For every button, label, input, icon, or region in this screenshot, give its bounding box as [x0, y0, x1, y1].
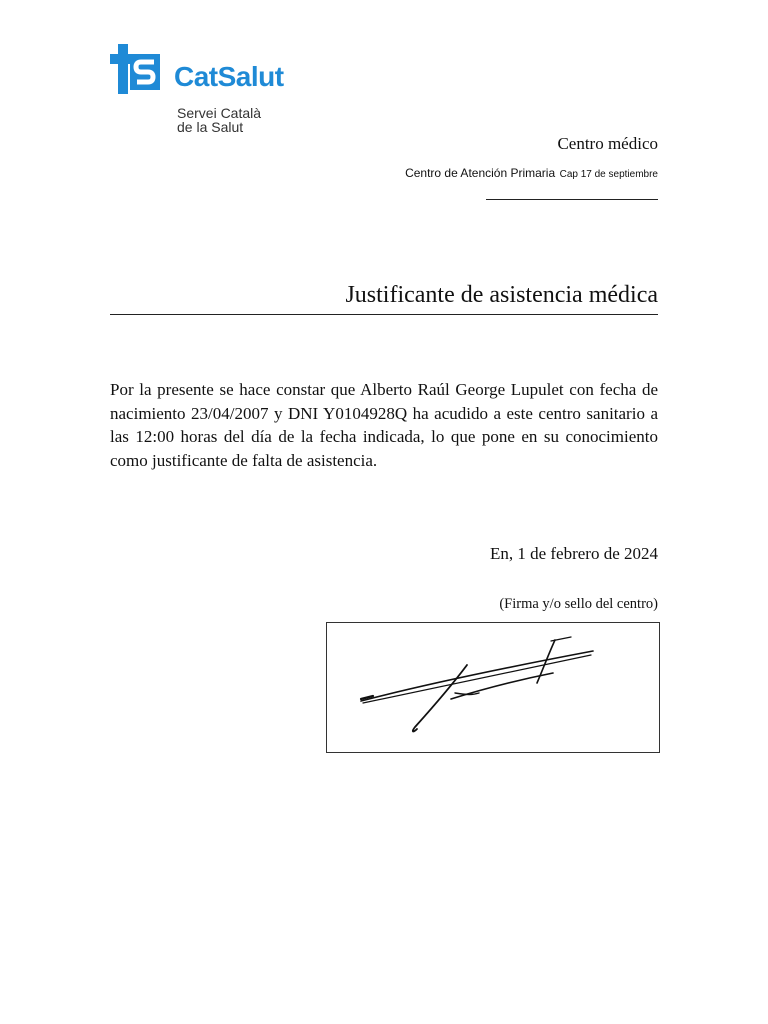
document-date: En, 1 de febrero de 2024 — [489, 544, 658, 563]
catsalut-logo — [110, 44, 330, 136]
signature-box — [326, 622, 660, 753]
title-divider — [110, 314, 658, 315]
logo-name: CatSalut — [174, 61, 284, 92]
centro-title: Centro médico — [557, 134, 658, 153]
centro-name: Centro de Atención Primaria — [405, 166, 556, 180]
logo-subtitle-line2: de la Salut — [177, 119, 244, 135]
logo-subtitle — [177, 106, 261, 134]
catsalut-cross-icon — [110, 44, 166, 94]
handwritten-signature — [327, 623, 659, 752]
centro-cap: Cap 17 de septiembre — [559, 169, 658, 180]
centro-subtitle — [405, 164, 658, 182]
document-body: Por la presente se hace constar que Alberto Raúl George Lupulet con fecha de nacimiento 23/04/2007 y DNI Y0104928Q ha acudido a este centro sanitario a las 12:00 horas del día de la fecha indicada, lo que pone en su conocimiento como justificante de falta de asistencia. — [110, 380, 658, 470]
document-title: Justificante de asistencia médica — [345, 282, 658, 308]
logo-subtitle-line1: Servei Català — [177, 105, 262, 121]
signature-label: (Firma y/o sello del centro) — [499, 596, 658, 612]
centro-divider — [486, 199, 658, 200]
